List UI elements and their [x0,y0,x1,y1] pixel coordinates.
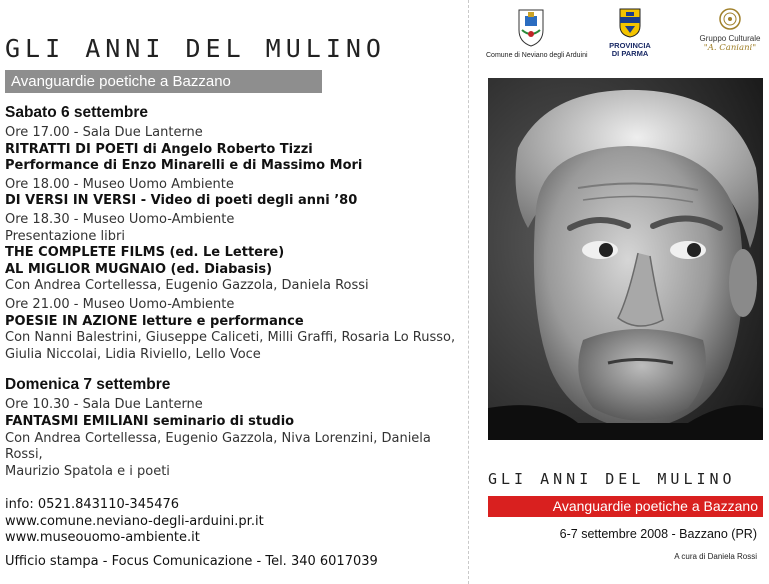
cover-date-location: 6-7 settembre 2008 - Bazzano (PR) [559,527,757,541]
day-heading-saturday: Sabato 6 settembre [5,104,148,121]
day-heading-sunday: Domenica 7 settembre [5,376,171,394]
logo-gruppo-line2: "A. Caniani" [703,43,757,53]
event-title-line: THE COMPLETE FILMS (ed. Le Lettere) [5,245,285,261]
event-time: Ore 18.00 - Museo Uomo Ambiente [5,176,234,192]
logo-comune-caption: Comune di Neviano degli Arduini [486,52,588,59]
event-entry [5,212,465,295]
logo-provincia-line2: DI PARMA [611,49,649,58]
event-time: Ore 18.30 - Museo Uomo-Ambiente [5,211,235,227]
cover-subtitle: Avanguardie poetiche a Bazzano [488,496,763,517]
event-title: GLI ANNI DEL MULINO [5,34,386,63]
cover-title: GLI ANNI DEL MULINO [488,470,736,488]
event-entry [5,297,465,363]
portrait-image [488,78,763,440]
contacts [5,497,264,547]
event-participants: Con Andrea Cortellessa, Eugenio Gazzola, Daniela Rossi [5,278,369,294]
event-entry [5,125,465,175]
event-participants: Giulia Niccolai, Lidia Riviello, Lello Voce [5,346,261,362]
event-title-line: Performance di Enzo Minarelli e di Massimo Mori [5,158,363,174]
event-title-line: FANTASMI EMILIANI seminario di studio [5,413,295,429]
event-participants: Maurizio Spatola e i poeti [5,463,170,479]
event-time: Ore 17.00 - Sala Due Lanterne [5,125,203,140]
event-time: Ore 10.30 - Sala Due Lanterne [5,397,203,413]
portrait-photo [488,78,763,440]
sponsor-logos [470,8,769,64]
fold-divider [468,0,469,584]
event-subtitle: Avanguardie poetiche a Bazzano [5,70,322,93]
crest-icon [619,8,641,38]
website-link-comune[interactable]: www.comune.neviano-degli-arduini.pr.it [5,513,264,529]
seal-icon [719,8,741,30]
event-participants: Con Andrea Cortellessa, Eugenio Gazzola, Niva Lorenzini, Daniela Rossi, [5,430,431,463]
event-participants: Con Nanni Balestrini, Giuseppe Caliceti, Milli Graffi, Rosaria Lo Russo, [5,330,456,346]
event-entry [5,397,465,480]
logo-gruppo-culturale [694,8,766,53]
cover-panel [470,0,769,584]
logo-provincia-line1: PROVINCIA [609,41,651,50]
logo-provincia [598,8,662,58]
logo-comune [486,8,588,59]
event-title-line: RITRATTI DI POETI di Angelo Roberto Tizzi [5,141,313,157]
info-phone: info: 0521.843110-345476 [5,497,180,512]
logo-gruppo-line1: Gruppo Culturale [699,34,761,43]
coat-of-arms-icon [516,8,546,48]
event-title-line: DI VERSI IN VERSI - Video di poeti degli anni ’80 [5,193,358,209]
cover-curator: A cura di Daniela Rossi [674,552,757,561]
event-entry [5,177,465,210]
event-note: Presentazione libri [5,228,125,244]
event-time: Ore 21.00 - Museo Uomo-Ambiente [5,296,235,312]
event-title-line: AL MIGLIOR MUGNAIO (ed. Diabasis) [5,261,273,277]
press-office: Ufficio stampa - Focus Comunicazione - Tel. 340 6017039 [5,554,378,569]
program-schedule [5,103,465,480]
website-link-museo[interactable]: www.museouomo-ambiente.it [5,530,200,545]
event-title-line: POESIE IN AZIONE letture e performance [5,313,304,329]
